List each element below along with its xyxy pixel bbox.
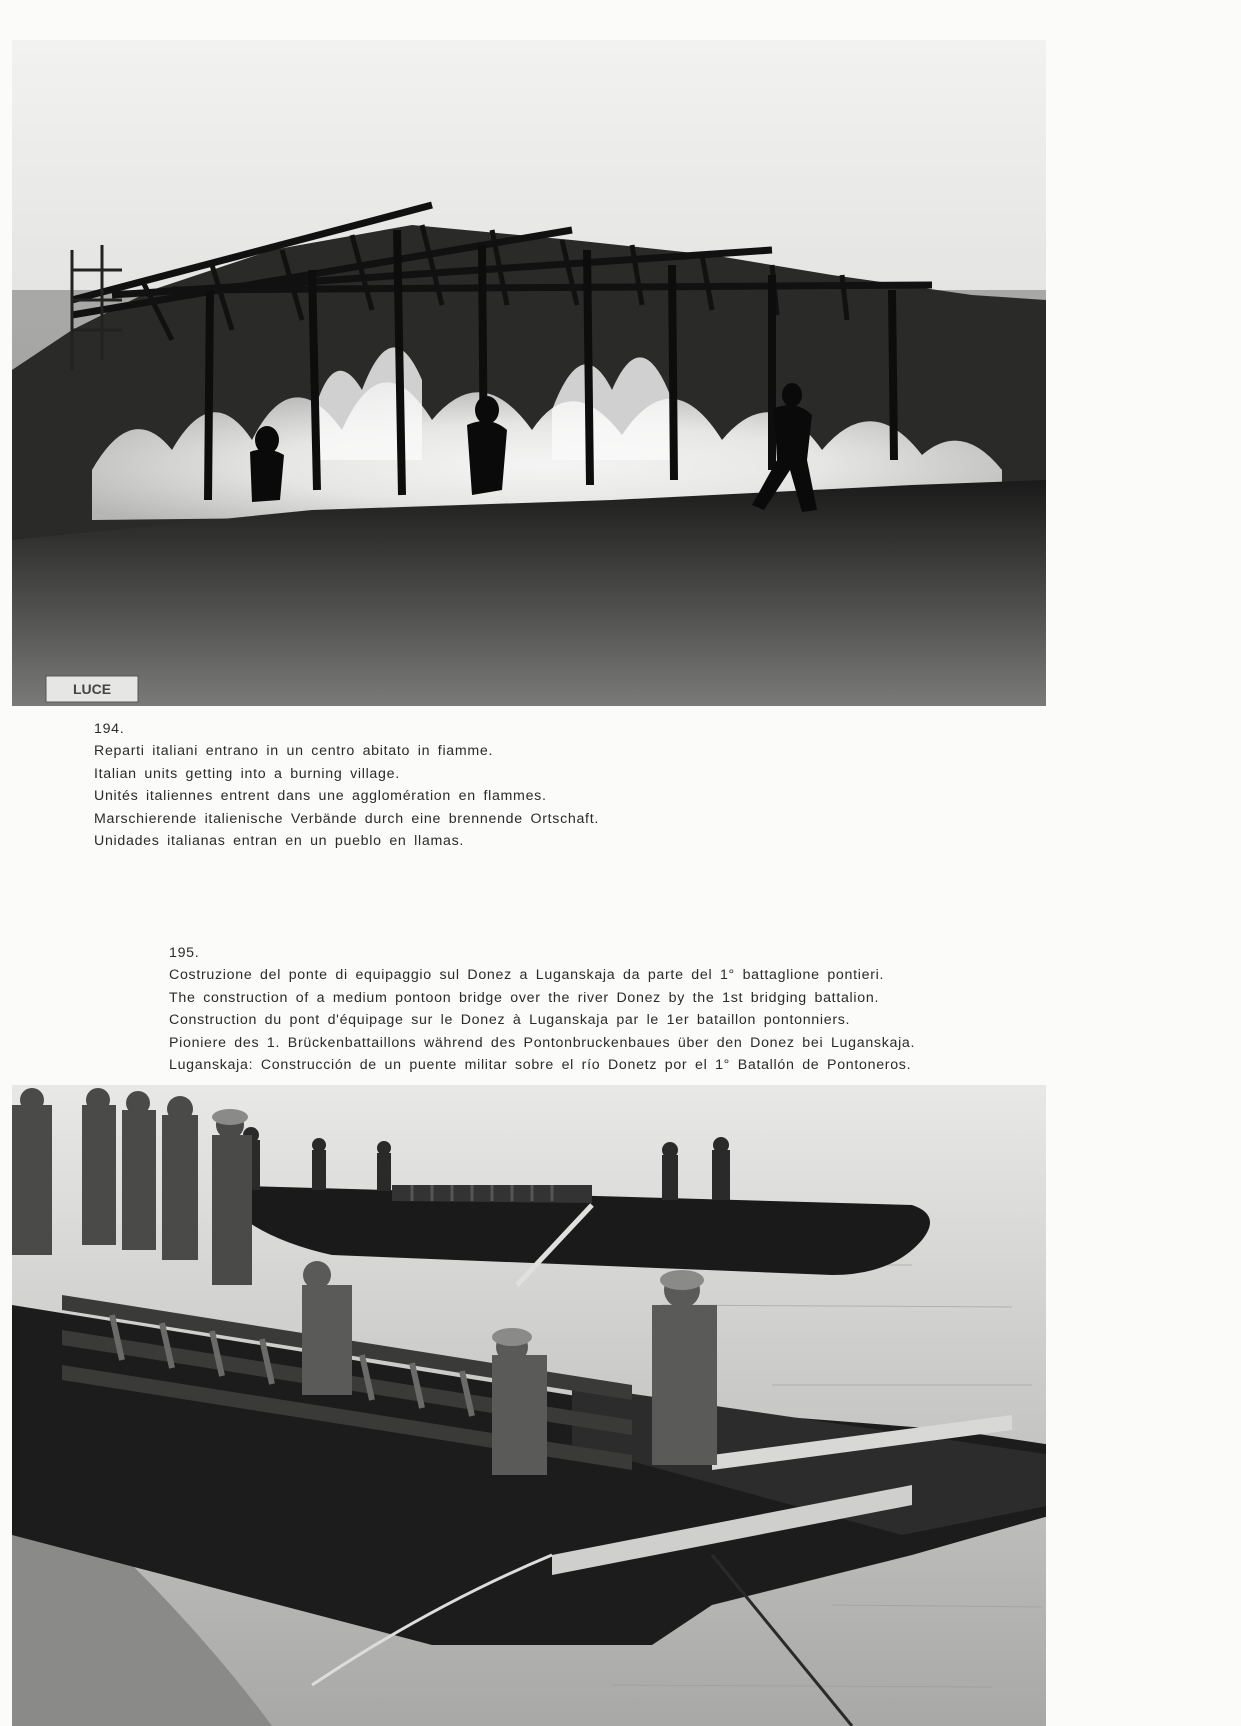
caption-line-en: Italian units getting into a burning village.	[94, 765, 400, 782]
caption-line-fr: Unités italiennes entrent dans une agglomération en flammes.	[94, 788, 547, 805]
caption-line-fr: Construction du pont d'équipage sur le Donez à Luganskaja par le 1er bataillon pontonniers.	[169, 1012, 851, 1029]
caption-195	[169, 942, 915, 1076]
luce-stamp: LUCE	[72, 681, 112, 697]
caption-line-es: Luganskaja: Construcción de un puente militar sobre el río Donetz por el 1° Batallón de Pontoneros.	[169, 1057, 912, 1074]
photo-burning-village	[12, 40, 1046, 706]
caption-line-en: The construction of a medium pontoon bridge over the river Donez by the 1st bridging battalion.	[169, 989, 880, 1006]
caption-line-it: Costruzione del ponte di equipaggio sul Donez a Luganskaja da parte del 1° battaglione pontieri.	[169, 967, 885, 984]
caption-line-de: Marschierende italienische Verbände durch eine brennende Ortschaft.	[94, 810, 599, 827]
caption-194	[94, 718, 599, 852]
caption-line-it: Reparti italiani entrano in un centro abitato in fiamme.	[94, 743, 494, 760]
figure-number: 194.	[94, 721, 125, 737]
photo-pontoon-bridge	[12, 1085, 1046, 1726]
figure-number: 195.	[169, 945, 200, 961]
caption-line-de: Pioniere des 1. Brückenbattaillons während des Pontonbruckenbaues über den Donez bei Luganskaja.	[169, 1034, 916, 1051]
caption-line-es: Unidades italianas entran en un pueblo en llamas.	[94, 833, 465, 850]
